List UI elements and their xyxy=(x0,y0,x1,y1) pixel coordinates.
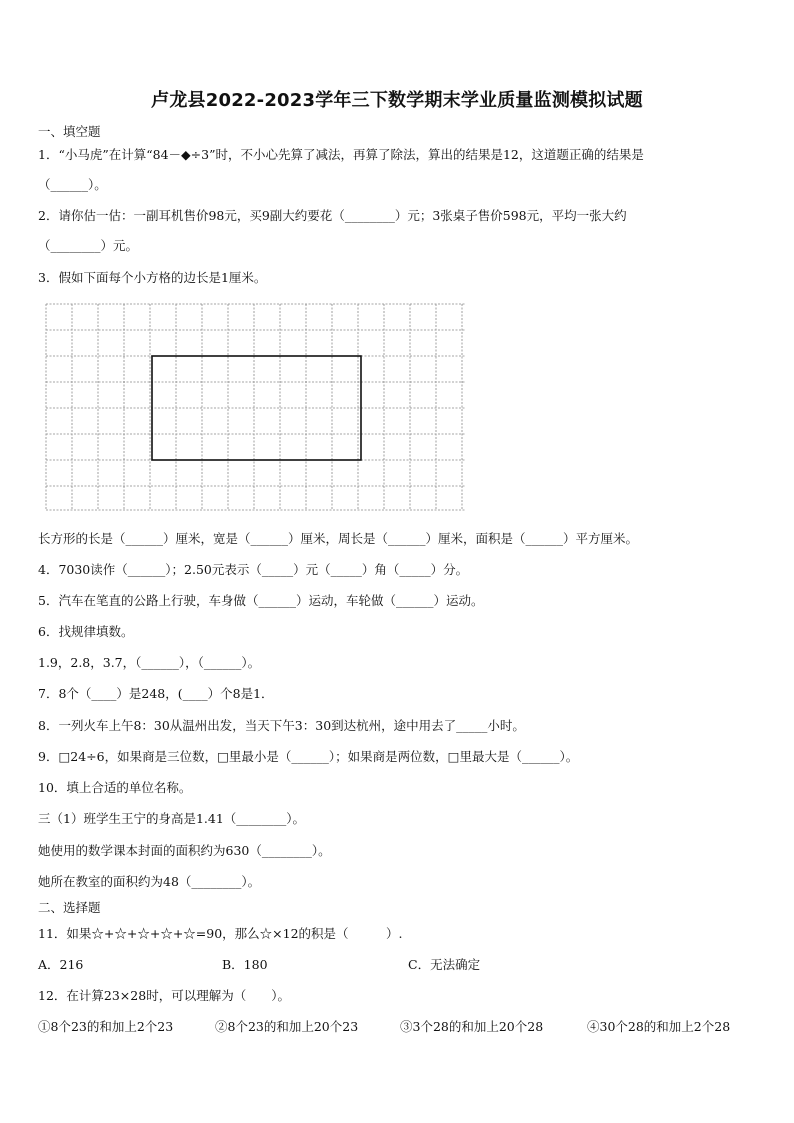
question-10-text: 10．填上合适的单位名称。 xyxy=(38,780,192,795)
question-4-text: 4．7030读作（______）；2.50元表示（_____）元（_____）角（_____）分。 xyxy=(38,562,469,577)
section-heading-fill-blank: 一、填空题 xyxy=(38,124,101,139)
question-10-part-b: 她使用的数学课本封面的面积约为630（________）。 xyxy=(38,843,331,858)
question-7-text: 7．8个（____）是248，(____）个8是1． xyxy=(38,686,274,701)
question-12-option-3: ③3个28的和加上20个28 xyxy=(400,1019,544,1034)
grid-lines xyxy=(46,304,466,510)
question-3-text: 3．假如下面每个小方格的边长是1厘米。 xyxy=(38,270,267,285)
question-1-blank: （______）。 xyxy=(38,177,107,192)
question-12-option-1: ①8个23的和加上2个23 xyxy=(38,1019,174,1034)
question-10-part-c: 她所在教室的面积约为48（________）。 xyxy=(38,874,261,889)
question-8-text: 8．一列火车上午8：30从温州出发，当天下午3：30到达杭州，途中用去了_____小时。 xyxy=(38,718,525,733)
question-11-text: 11．如果☆+☆+☆+☆+☆=90，那么☆×12的积是（ ）. xyxy=(38,926,403,941)
question-2-text: 2．请你估一估：一副耳机售价98元，买9副大约要花（________）元；3张桌子售价598元，平均一张大约 xyxy=(38,208,627,223)
question-6-text: 6．找规律填数。 xyxy=(38,624,134,639)
question-11-option-c: C．无法确定 xyxy=(408,957,481,972)
question-1-text: 1．“小马虎”在计算“84－◆÷3”时，不小心先算了减法，再算了除法，算出的结果是12，这道题正确的结果是 xyxy=(38,147,644,162)
question-11-option-b: B．180 xyxy=(222,957,268,972)
question-12-option-4: ④30个28的和加上2个28 xyxy=(587,1019,731,1034)
grid-svg xyxy=(44,302,470,514)
question-11-option-a: A．216 xyxy=(38,957,84,972)
page-title: 卢龙县2022-2023学年三下数学期末学业质量监测模拟试题 xyxy=(151,90,643,111)
question-3-answer-line: 长方形的长是（______）厘米，宽是（______）厘米，周长是（______）厘米，面积是（______）平方厘米。 xyxy=(38,531,639,546)
question-2-blank: （________）元。 xyxy=(38,238,139,253)
question-12-option-2: ②8个23的和加上20个23 xyxy=(215,1019,359,1034)
section-heading-multiple-choice: 二、选择题 xyxy=(38,900,101,915)
square-grid-figure xyxy=(44,302,470,518)
question-6-sequence: 1.9，2.8，3.7，（______），（______）。 xyxy=(38,655,261,670)
question-10-part-a: 三（1）班学生王宁的身高是1.41（________）。 xyxy=(38,811,306,826)
question-5-text: 5．汽车在笔直的公路上行驶，车身做（______）运动，车轮做（______）运动。 xyxy=(38,593,484,608)
question-9-text: 9．□24÷6，如果商是三位数，□里最小是（______）；如果商是两位数，□里最大是（______）。 xyxy=(38,749,579,764)
question-12-text: 12．在计算23×28时，可以理解为（ ）。 xyxy=(38,988,290,1003)
